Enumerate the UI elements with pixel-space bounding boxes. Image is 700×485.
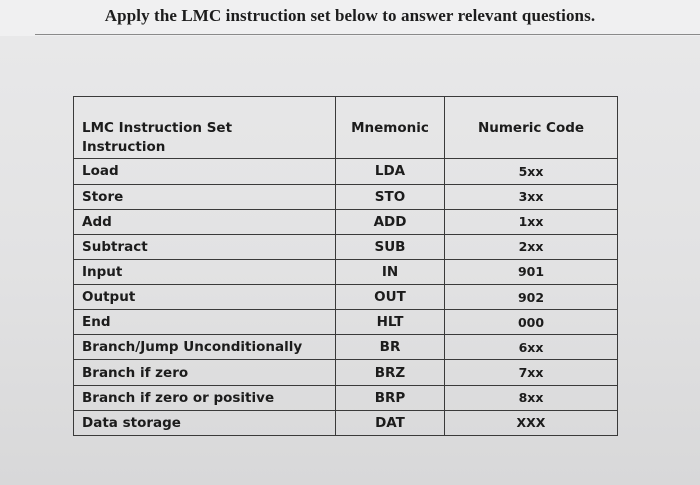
table-row	[74, 285, 618, 310]
table-header-row	[74, 97, 618, 159]
numeric-code-cell: 1xx	[445, 209, 618, 234]
column-header-numeric-code: Numeric Code	[445, 97, 618, 159]
table-row	[74, 184, 618, 209]
table-row	[74, 209, 618, 234]
numeric-code-cell: 6xx	[445, 335, 618, 360]
table-row	[74, 234, 618, 259]
instruction-cell: Data storage	[74, 410, 336, 435]
numeric-code-cell: 000	[445, 310, 618, 335]
instruction-cell: Output	[74, 285, 336, 310]
instruction-table	[73, 96, 618, 436]
table-row	[74, 310, 618, 335]
table-title: LMC Instruction Set	[82, 120, 233, 137]
mnemonic-cell: BRZ	[336, 360, 445, 385]
numeric-code-cell: 5xx	[445, 159, 618, 184]
table-row	[74, 259, 618, 284]
header-cell-instruction	[74, 97, 336, 159]
mnemonic-cell: SUB	[336, 234, 445, 259]
instruction-cell: Subtract	[74, 234, 336, 259]
numeric-code-cell: 2xx	[445, 234, 618, 259]
instruction-cell: Store	[74, 184, 336, 209]
numeric-code-cell: 901	[445, 259, 618, 284]
instruction-cell: Input	[74, 259, 336, 284]
mnemonic-cell: LDA	[336, 159, 445, 184]
numeric-code-cell: XXX	[445, 410, 618, 435]
mnemonic-cell: BR	[336, 335, 445, 360]
table-row	[74, 385, 618, 410]
mnemonic-cell: ADD	[336, 209, 445, 234]
instruction-cell: Branch if zero or positive	[74, 385, 336, 410]
instruction-cell: Branch/Jump Unconditionally	[74, 335, 336, 360]
instruction-table-container	[73, 96, 606, 436]
numeric-code-cell: 7xx	[445, 360, 618, 385]
instruction-cell: Add	[74, 209, 336, 234]
mnemonic-cell: OUT	[336, 285, 445, 310]
mnemonic-cell: BRP	[336, 385, 445, 410]
column-header-instruction: Instruction	[82, 139, 166, 156]
mnemonic-cell: IN	[336, 259, 445, 284]
numeric-code-cell: 902	[445, 285, 618, 310]
instruction-cell: End	[74, 310, 336, 335]
mnemonic-cell: DAT	[336, 410, 445, 435]
instruction-cell: Load	[74, 159, 336, 184]
table-row	[74, 335, 618, 360]
mnemonic-cell: STO	[336, 184, 445, 209]
numeric-code-cell: 3xx	[445, 184, 618, 209]
mnemonic-cell: HLT	[336, 310, 445, 335]
table-row	[74, 410, 618, 435]
instruction-cell: Branch if zero	[74, 360, 336, 385]
page-title: Apply the LMC instruction set below to answer relevant questions.	[104, 6, 596, 25]
header-divider	[35, 34, 700, 35]
column-header-mnemonic: Mnemonic	[336, 97, 445, 159]
table-row	[74, 360, 618, 385]
table-row	[74, 159, 618, 184]
numeric-code-cell: 8xx	[445, 385, 618, 410]
